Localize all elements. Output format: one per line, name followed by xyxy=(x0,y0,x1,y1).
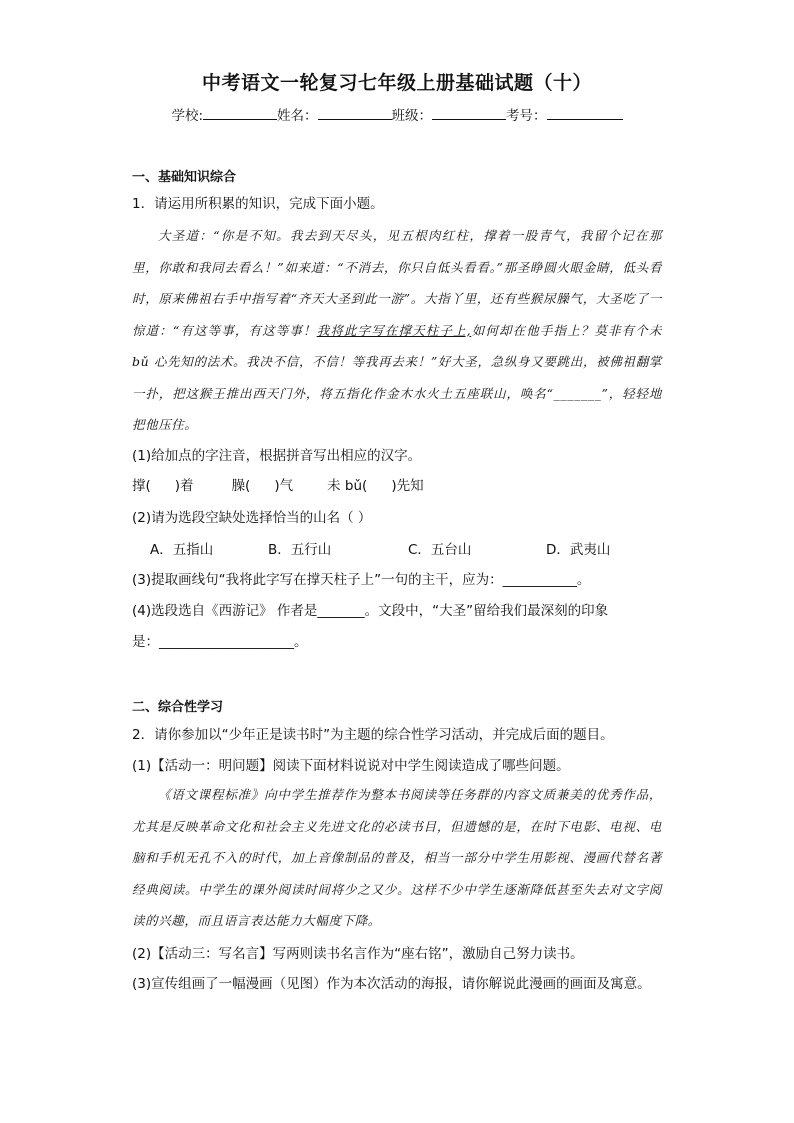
q2-sub1: (1)【活动一：明问题】阅读下面材料说说对中学生阅读造成了哪些问题。 xyxy=(132,758,570,774)
option-c[interactable]: C．五台山 xyxy=(408,542,472,558)
q1-sub1: (1)给加点的字注音，根据拼音写出相应的汉字。 xyxy=(132,448,422,464)
page-title: 中考语文一轮复习七年级上册基础试题（十） xyxy=(201,72,592,94)
exam-no-blank[interactable] xyxy=(547,105,623,120)
pinyin-items xyxy=(132,474,424,494)
option-a[interactable]: A．五指山 xyxy=(150,542,214,558)
pinyin-item-2b: )气 xyxy=(274,478,294,494)
q1-stem: 1．请运用所积累的知识，完成下面小题。 xyxy=(132,196,384,212)
q1-sub4-line2: 是：____________________。 xyxy=(132,634,308,650)
pinyin-item-3b: )先知 xyxy=(391,478,424,494)
q1-options xyxy=(150,538,610,558)
q2-sub2: (2)【活动三：写名言】写两则读书名言作为“座右铭”，激励自己努力读书。 xyxy=(132,946,584,962)
pinyin-item-1a: 撑( xyxy=(132,478,151,494)
name-blank[interactable] xyxy=(318,105,392,120)
class-label: 班级： xyxy=(391,108,433,124)
pinyin-item-3a: 未 bǔ( xyxy=(327,478,368,494)
class-blank[interactable] xyxy=(432,105,506,120)
passage-text-after: 如何却在他手指上？莫非有个未 bǔ 心先知的法术。我决不信，不信！等我再去来！”好大圣，急纵身又要跳出，被佛祖翻掌一扑，把这猴王推出西天门外，将五指化作金木水火土五座联山，唤名“_______”，轻轻地把他压住。 xyxy=(132,322,663,432)
student-info-line xyxy=(0,104,794,124)
section1-heading: 一、基础知识综合 xyxy=(132,170,237,185)
q1-sub3: (3)提取画线句“我将此字写在撑天柱子上”一句的主干，应为：___________。 xyxy=(132,572,591,588)
option-b[interactable]: B．五行山 xyxy=(268,542,332,558)
passage-text-before: 大圣道：“你是不知。我去到天尽头，见五根肉红柱，撑着一股青气，我留个记在那里，你敢和我同去看么！”如来道：“不消去，你只自低头看看。”那圣睁圆火眼金睛，低头看时，原来佛祖右手中指写着“齐天大圣到此一游”。大指丫里，还有些猴尿臊气，大圣吃了一惊道：“有这等事，有这等事！ xyxy=(132,228,662,338)
section2-heading: 二、综合性学习 xyxy=(132,700,224,715)
q2-passage xyxy=(132,779,662,937)
pinyin-item-1b: )着 xyxy=(174,478,194,494)
q1-sub2: (2)请为选段空缺处选择恰当的山名（ ） xyxy=(132,510,372,526)
exam-no-label: 考号： xyxy=(506,108,547,124)
q2-stem: 2．请你参加以“少年正是读书时”为主题的综合性学习活动，并完成后面的题目。 xyxy=(132,727,614,743)
school-blank[interactable] xyxy=(203,105,277,120)
q1-sub4-line1: (4)选段选自《西游记》 作者是_______。文段中，“大圣”留给我们最深刻的印象 xyxy=(132,603,609,619)
q2-passage-text: 《语文课程标准》向中学生推荐作为整本书阅读等任务群的内容文质兼美的优秀作品，尤其是反映革命文化和社会主义先进文化的必读书目，但遗憾的是，在时下电影、电视、电脑和手机无孔不入的时代，加上音像制品的普及，相当一部分中学生用影视、漫画代替名著经典阅读。中学生的课外阅读时间将少之又少。这样不少中学生逐渐降低甚至失去对文字阅读的兴趣，而且语言表达能力大幅度下降。 xyxy=(132,787,662,928)
school-label: 学校: xyxy=(171,108,204,124)
pinyin-item-2a: 臊( xyxy=(231,478,251,494)
underlined-sentence: 我将此字写在撑天柱子上, xyxy=(316,322,472,338)
name-label: 姓名： xyxy=(277,108,318,124)
q1-passage xyxy=(132,220,662,441)
option-d[interactable]: D．武夷山 xyxy=(546,542,611,558)
q2-sub3: (3)宣传组画了一幅漫画（见图）作为本次活动的海报，请你解说此漫画的画面及寓意。 xyxy=(132,976,651,992)
